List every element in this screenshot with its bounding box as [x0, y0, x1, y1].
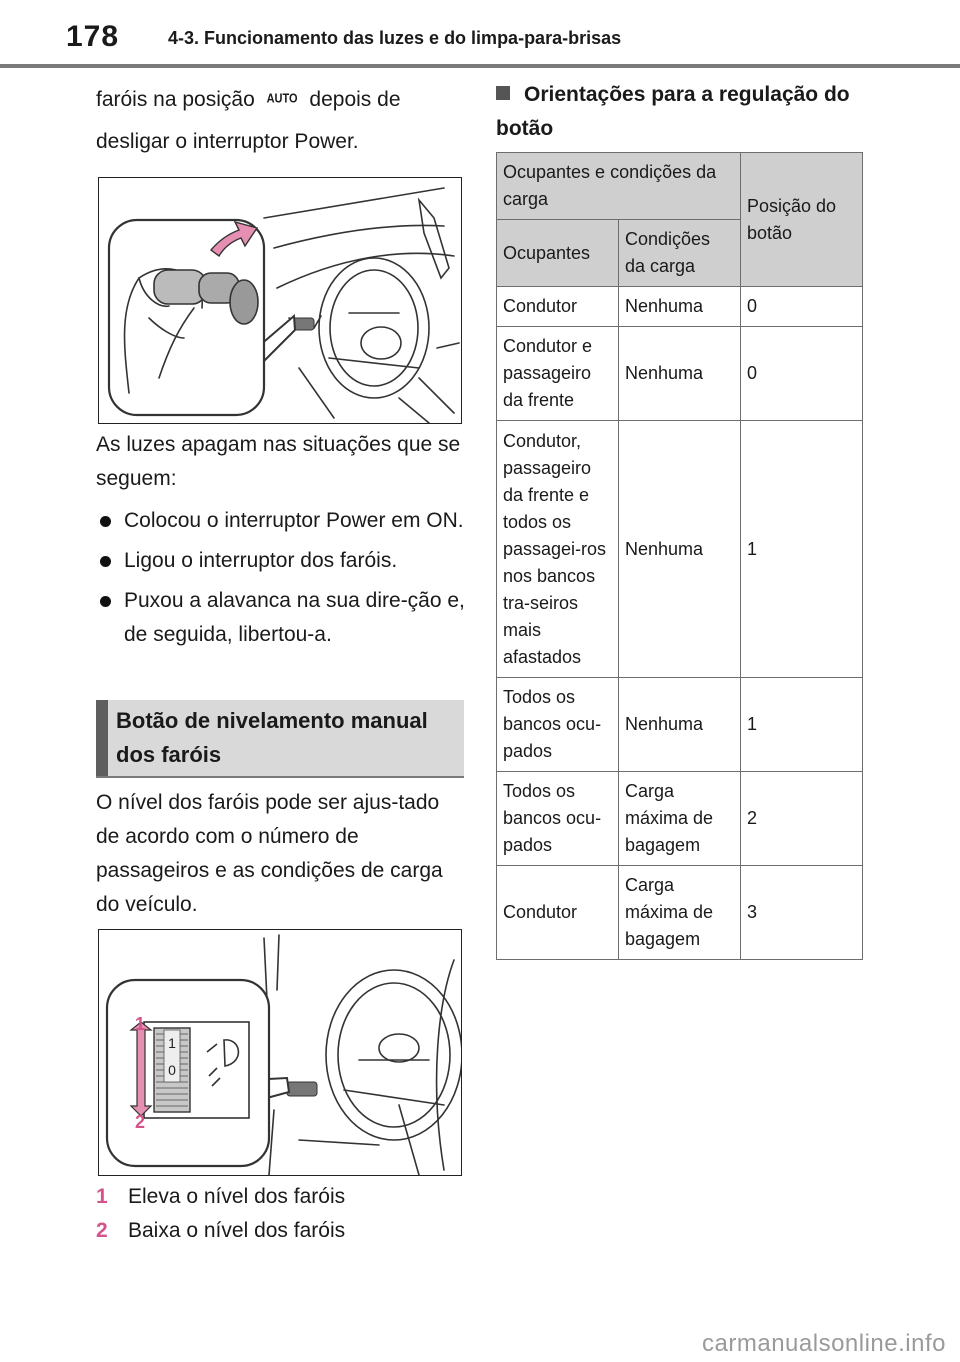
intro-line-1: [96, 82, 466, 117]
header-divider: [0, 64, 960, 68]
off-conditions-lead: As luzes apagam nas situações que se seguem:: [96, 433, 461, 490]
leveling-body: O nível dos faróis pode ser ajus-tado de acordo com o número de passageiros e as condições de carga do veículo.: [96, 791, 443, 916]
page-number: 178: [66, 20, 120, 53]
leveling-heading: [96, 700, 464, 778]
table-row: Todos os bancos ocu-pados Carga máxima de bagagem 2: [497, 772, 863, 866]
dial-mark-0: 0: [168, 1062, 176, 1078]
site-watermark: carmanualsonline.info: [702, 1330, 946, 1357]
list-item: Puxou a alavanca na sua dire-ção e, de seguida, libertou-a.: [96, 584, 466, 652]
auto-icon: AUTO: [266, 91, 298, 107]
callout-1: 1: [135, 1014, 146, 1034]
bullet-icon: [100, 596, 111, 607]
header-occupants: Ocupantes: [497, 220, 619, 287]
intro-text-before: faróis na posição: [96, 88, 255, 111]
page-header: [0, 0, 960, 70]
table-row: Condutor, passageiro da frente e todos os passagei-ros nos bancos tra-seiros mais afastados Nenhuma 1: [497, 421, 863, 678]
callout-2: 2: [135, 1112, 146, 1132]
square-bullet-icon: [496, 86, 510, 100]
off-conditions: [96, 428, 466, 658]
intro-line-2: desligar o interruptor Power.: [96, 130, 359, 153]
intro-text-after: depois de: [309, 88, 401, 111]
callout-legend: [96, 1180, 476, 1248]
header-dial-position: Posição do botão: [741, 153, 863, 287]
table-header-row: [497, 153, 863, 220]
lever-drawing: [99, 178, 461, 423]
lever-illustration: [98, 177, 462, 424]
adjustment-table: [496, 152, 863, 960]
header-load-conditions: Condições da carga: [619, 220, 741, 287]
legend-item: 2 Baixa o nível dos faróis: [96, 1219, 346, 1242]
dial-drawing: [99, 930, 461, 1175]
intro-paragraph: [96, 82, 466, 159]
leveling-dial-illustration: [98, 929, 462, 1176]
dial-mark-1: 1: [168, 1035, 176, 1051]
leveling-heading-text: Botão de nivelamento manual dos faróis: [116, 708, 428, 767]
table-row: Condutor Nenhuma 0: [497, 287, 863, 327]
header-occupants-conditions: Ocupantes e condições da carga: [497, 153, 741, 220]
table-row: Condutor Carga máxima de bagagem 3: [497, 866, 863, 960]
heading-accent-bar: [96, 700, 108, 776]
table-row: Condutor e passageiro da frente Nenhuma 0: [497, 327, 863, 421]
table-row: Todos os bancos ocu-pados Nenhuma 1: [497, 678, 863, 772]
list-item: Ligou o interruptor dos faróis.: [96, 544, 466, 578]
section-title: 4-3. Funcionamento das luzes e do limpa-para-brisas: [168, 28, 622, 48]
guidelines-heading: Orientações para a regulação do botão: [496, 83, 850, 140]
bullet-icon: [100, 556, 111, 567]
list-item: Colocou o interruptor Power em ON.: [96, 504, 466, 538]
bullet-icon: [100, 516, 111, 527]
legend-item: 1 Eleva o nível dos faróis: [96, 1185, 346, 1208]
